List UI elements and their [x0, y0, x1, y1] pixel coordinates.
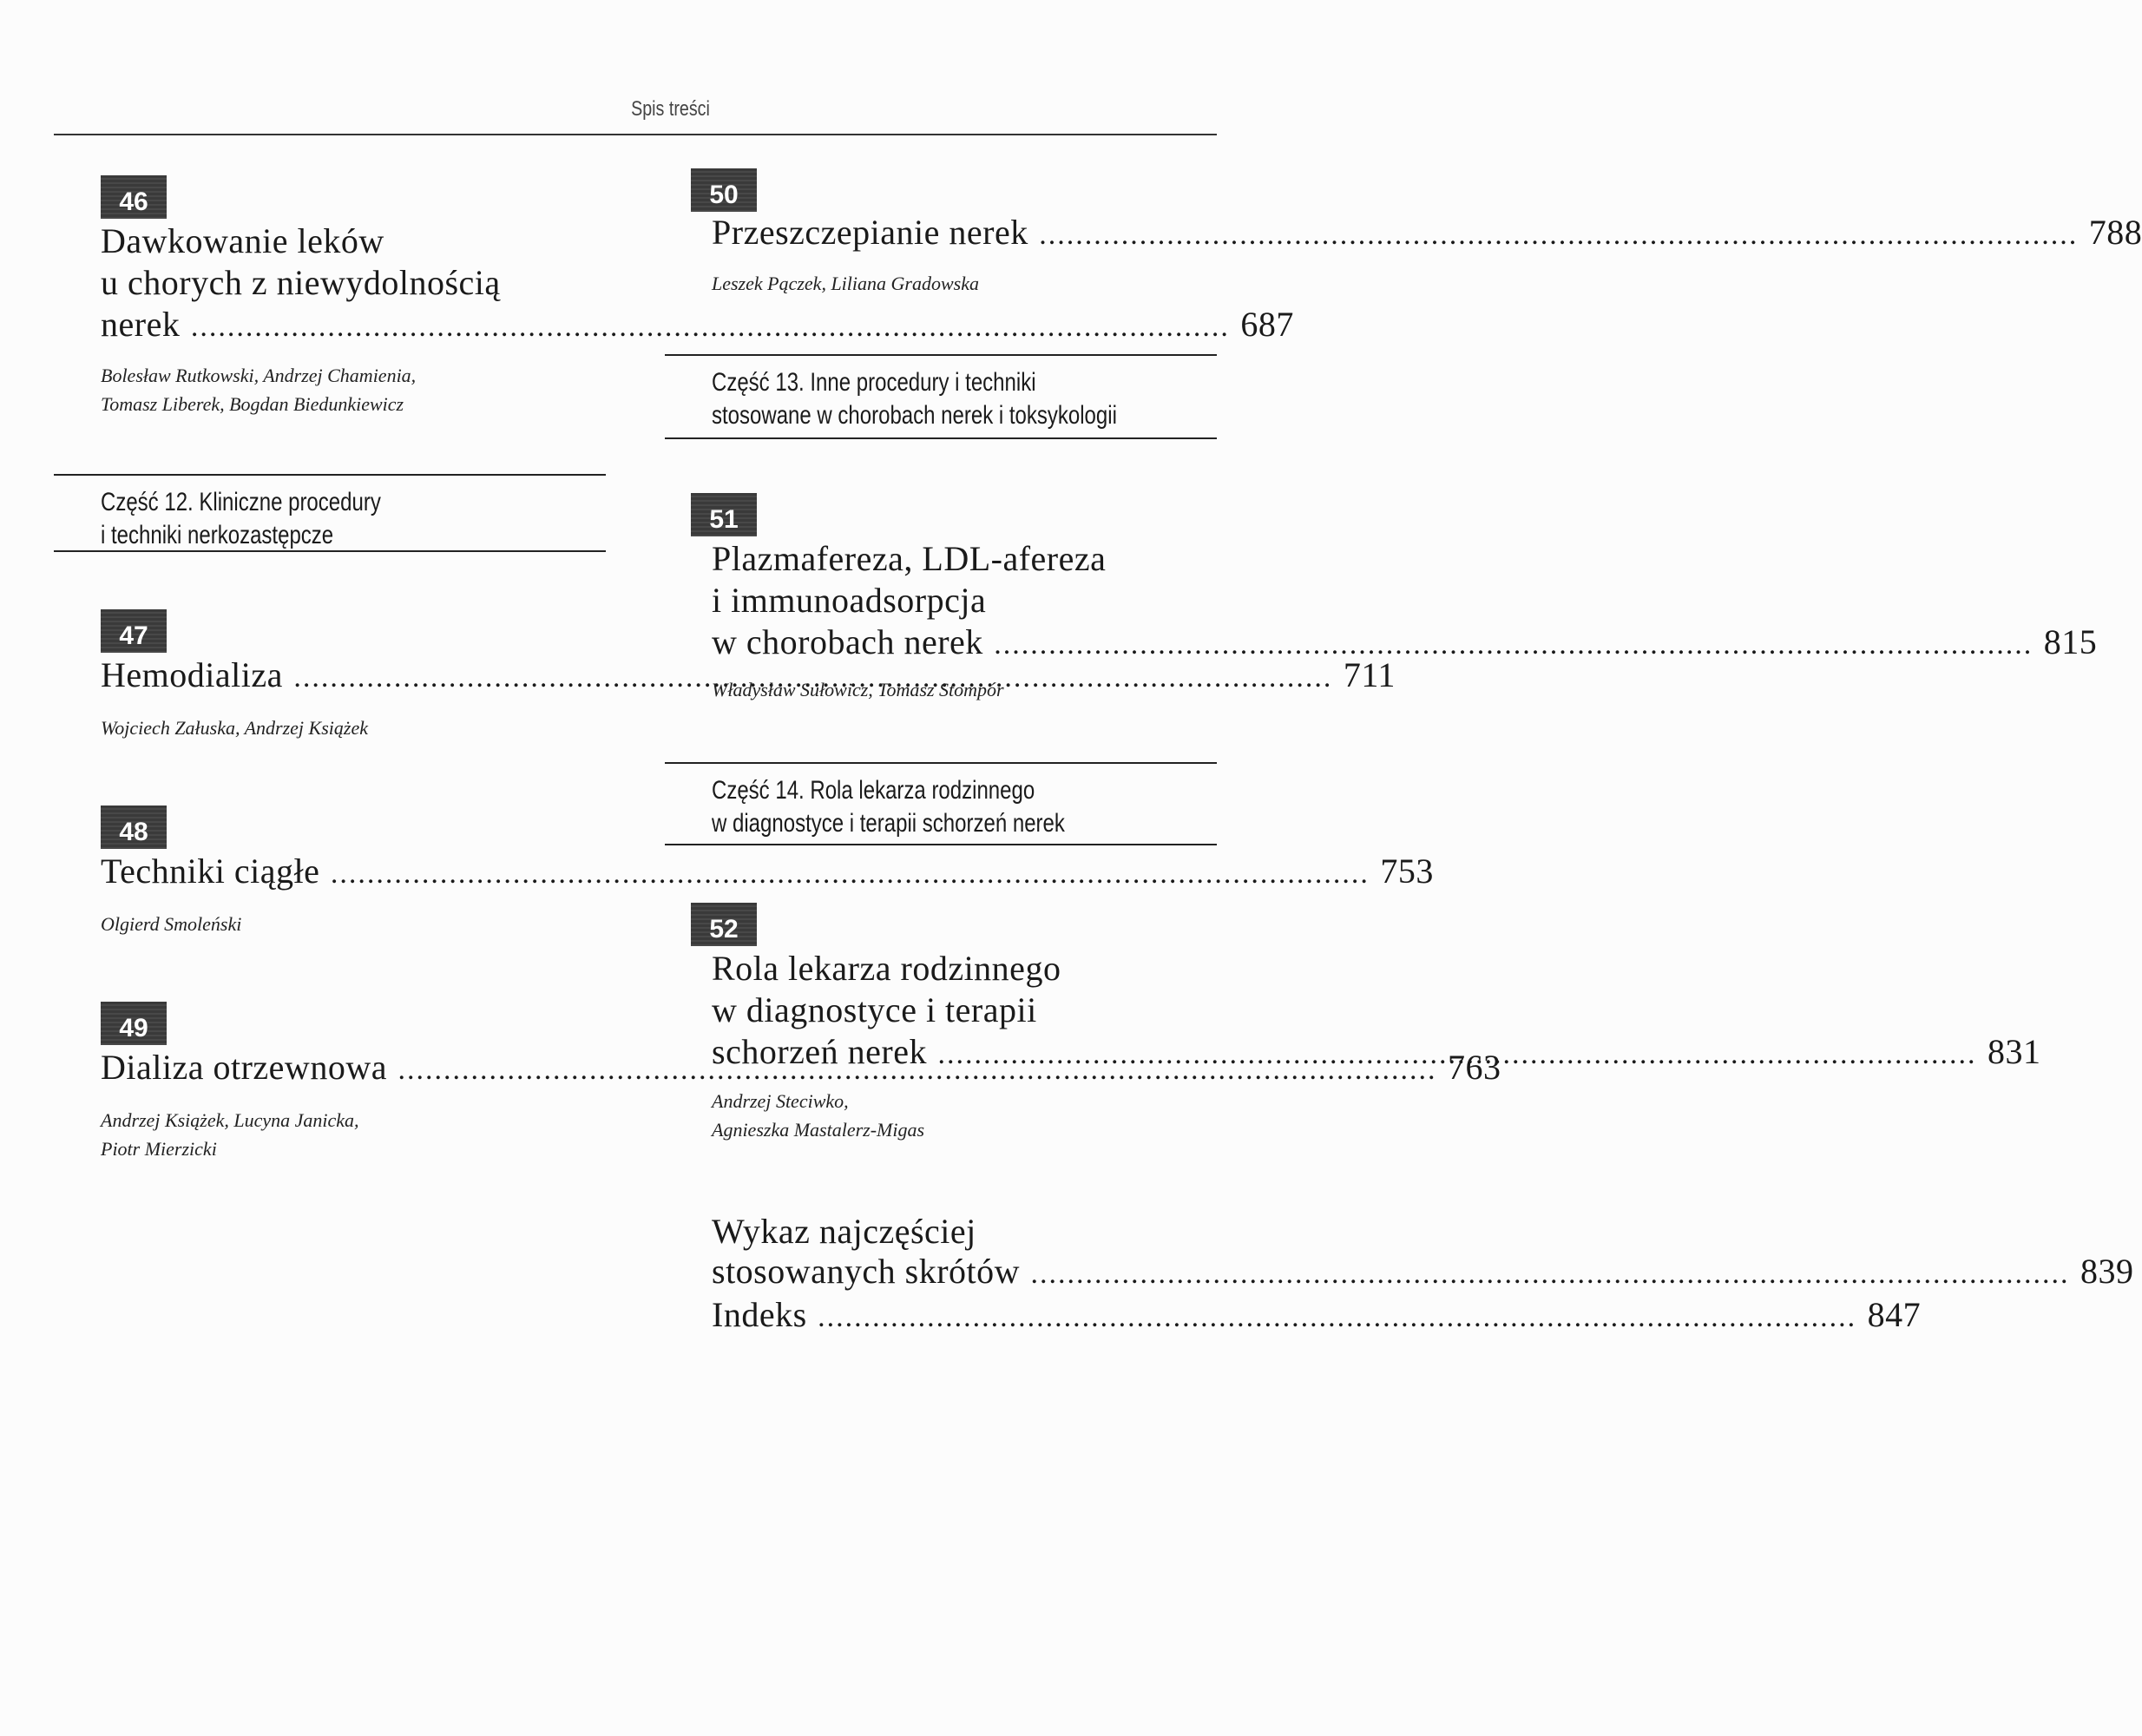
author-line: Wojciech Załuska, Andrzej Książek [101, 717, 368, 739]
chapter-authors [101, 361, 587, 418]
chapter-number-badge: 49 [101, 1002, 167, 1045]
chapter-number-badge: 51 [691, 493, 757, 536]
page-number: 831 [1987, 1032, 2041, 1071]
chapter-title-text: schorzeń nerek [712, 1032, 927, 1071]
part-heading-line: i techniki nerkozastępcze [101, 521, 334, 549]
chapter-title-text: w chorobach nerek [712, 622, 983, 661]
dot-leader [1031, 1258, 2070, 1290]
chapter-number-badge: 47 [101, 609, 167, 653]
chapter-authors [712, 675, 1198, 704]
index-entry[interactable] [712, 1295, 1922, 1338]
chapter-title-line: w diagnostyce i terapii [712, 990, 1037, 1029]
abbreviations-title-text: stosowanych skrótów [712, 1252, 1021, 1291]
part-14-heading [665, 762, 1217, 845]
part-13-heading [665, 354, 1217, 439]
chapter-title-last-line [101, 304, 1294, 348]
page-number: 753 [1380, 852, 1434, 891]
part-heading-line: Część 14. Rola lekarza rodzinnego [712, 776, 1035, 805]
chapter-number-badge: 50 [691, 168, 757, 212]
index-title-text: Indeks [712, 1295, 807, 1334]
header-rule [54, 134, 1217, 135]
chapter-number-badge: 48 [101, 806, 167, 849]
chapter-title-line: Plazmafereza, LDL-afereza [712, 539, 1107, 578]
dot-leader [818, 1301, 1856, 1333]
page-number: 763 [1447, 1048, 1501, 1087]
chapter-title-text: Techniki ciągłe [101, 852, 320, 891]
dot-leader [937, 1038, 1976, 1070]
chapter-authors [712, 1087, 1198, 1144]
author-line: Andrzej Steciwko, [712, 1090, 849, 1112]
chapter-title-text: nerek [101, 305, 181, 344]
author-line: Władysław Sułowicz, Tomasz Stompór [712, 679, 1004, 700]
page-number: 711 [1343, 655, 1396, 694]
chapter-title[interactable] [712, 538, 2098, 666]
dot-leader [1039, 219, 2078, 251]
chapter-authors [101, 1106, 587, 1163]
abbreviations-title-last-line [712, 1252, 2134, 1294]
page-number: 687 [1240, 305, 1294, 344]
page-number: 847 [1867, 1295, 1922, 1334]
chapter-title-last-line [101, 851, 1434, 895]
part-heading-line: w diagnostyce i terapii schorzeń nerek [712, 809, 1065, 838]
part-heading-line: stosowane w chorobach nerek i toksykologii [712, 401, 1117, 430]
author-line: Piotr Mierzicki [101, 1138, 217, 1160]
chapter-number-badge: 52 [691, 903, 757, 946]
dot-leader [994, 628, 2033, 661]
chapter-title-text: Hemodializa [101, 655, 283, 694]
chapter-number-badge: 46 [101, 175, 167, 219]
chapter-title-last-line [712, 621, 2098, 666]
author-line: Tomasz Liberek, Bogdan Biedunkiewicz [101, 393, 404, 415]
page-number: 839 [2080, 1252, 2134, 1291]
chapter-authors [712, 269, 1198, 298]
chapter-title-text: Dializa otrzewnowa [101, 1048, 387, 1087]
abbreviations-title-line: Wykaz najczęściej [712, 1212, 976, 1251]
chapter-title-line: Dawkowanie leków [101, 221, 384, 260]
chapter-title-line: i immunoadsorpcja [712, 581, 987, 620]
author-line: Andrzej Książek, Lucyna Janicka, [101, 1109, 359, 1131]
part-heading-line: Część 13. Inne procedury i techniki [712, 368, 1036, 397]
page-number: 815 [2043, 622, 2098, 661]
page-number: 788 [2088, 213, 2142, 252]
author-line: Leszek Pączek, Liliana Gradowska [712, 273, 979, 294]
chapter-title-line: u chorych z niewydolnością [101, 263, 501, 302]
chapter-authors [101, 713, 587, 742]
chapter-title-text: Przeszczepianie nerek [712, 213, 1028, 252]
abbreviations-entry[interactable] [712, 1212, 2134, 1294]
running-header: Spis treści [631, 97, 710, 121]
author-line: Agnieszka Mastalerz-Migas [712, 1119, 925, 1141]
index-title-line [712, 1295, 1922, 1338]
chapter-authors [101, 910, 587, 938]
chapter-title-line: Rola lekarza rodzinnego [712, 949, 1061, 988]
chapter-title[interactable] [101, 851, 1434, 895]
dot-leader [331, 858, 1370, 890]
chapter-title[interactable] [712, 212, 2142, 256]
dot-leader [191, 311, 1230, 343]
author-line: Bolesław Rutkowski, Andrzej Chamienia, [101, 365, 417, 386]
part-12-heading [54, 474, 606, 552]
author-line: Olgierd Smoleński [101, 913, 242, 935]
chapter-title-last-line [712, 212, 2142, 256]
part-heading-line: Część 12. Kliniczne procedury [101, 488, 381, 516]
